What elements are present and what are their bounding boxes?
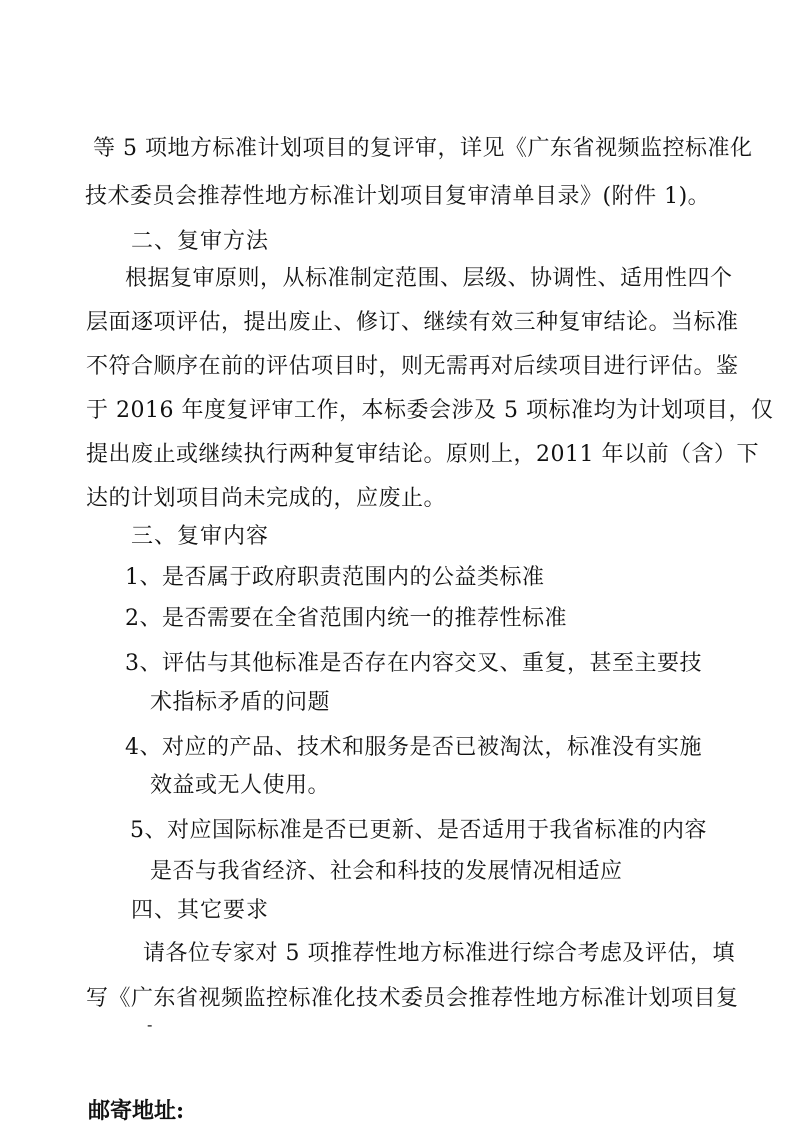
list-item: 2、是否需要在全省范围内统一的推荐性标准 bbox=[125, 606, 567, 631]
page-marker: - bbox=[147, 1015, 153, 1034]
section-heading: 三、复审内容 bbox=[131, 524, 270, 549]
body-text-line: 提出废止或继续执行两种复审结论。原则上，2011 年以前（含）下 bbox=[86, 442, 759, 467]
section-heading: 四、其它要求 bbox=[131, 898, 270, 923]
list-item: 1、是否属于政府职责范围内的公益类标准 bbox=[125, 565, 545, 590]
list-item: 4、对应的产品、技术和服务是否已被淘汰，标准没有实施 bbox=[125, 735, 702, 760]
list-item-continuation: 是否与我省经济、社会和科技的发展情况相适应 bbox=[150, 859, 623, 884]
body-text-line: 技术委员会推荐性地方标准计划项目复审清单目录》(附件 1)。 bbox=[85, 184, 711, 209]
body-text-line: 不符合顺序在前的评估项目时，则无需再对后续项目进行评估。鉴 bbox=[86, 354, 739, 379]
body-text-line: 等 5 项地方标准计划项目的复评审，详见《广东省视频监控标准化 bbox=[93, 136, 753, 161]
list-item-continuation: 术指标矛盾的问题 bbox=[150, 690, 331, 715]
list-item: 3、评估与其他标准是否存在内容交叉、重复，甚至主要技 bbox=[125, 651, 702, 676]
body-text-line: 层面逐项评估，提出废止、修订、继续有效三种复审结论。当标准 bbox=[86, 310, 739, 335]
body-text-line: 请各位专家对 5 项推荐性地方标准进行综合考虑及评估，填 bbox=[143, 941, 735, 966]
list-item: 5、对应国际标准是否已更新、是否适用于我省标准的内容 bbox=[130, 818, 707, 843]
mailing-address-label: 邮寄地址: bbox=[88, 1098, 185, 1124]
body-text-line: 根据复审原则，从标准制定范围、层级、协调性、适用性四个 bbox=[125, 266, 733, 291]
body-text-line: 达的计划项目尚未完成的，应废止。 bbox=[86, 486, 447, 511]
section-heading: 二、复审方法 bbox=[131, 229, 270, 254]
body-text-line: 写《广东省视频监控标准化技术委员会推荐性地方标准计划项目复 bbox=[86, 986, 739, 1011]
body-text-line: 于 2016 年度复评审工作，本标委会涉及 5 项标准均为计划项目，仅 bbox=[86, 398, 774, 423]
list-item-continuation: 效益或无人使用。 bbox=[150, 773, 331, 798]
